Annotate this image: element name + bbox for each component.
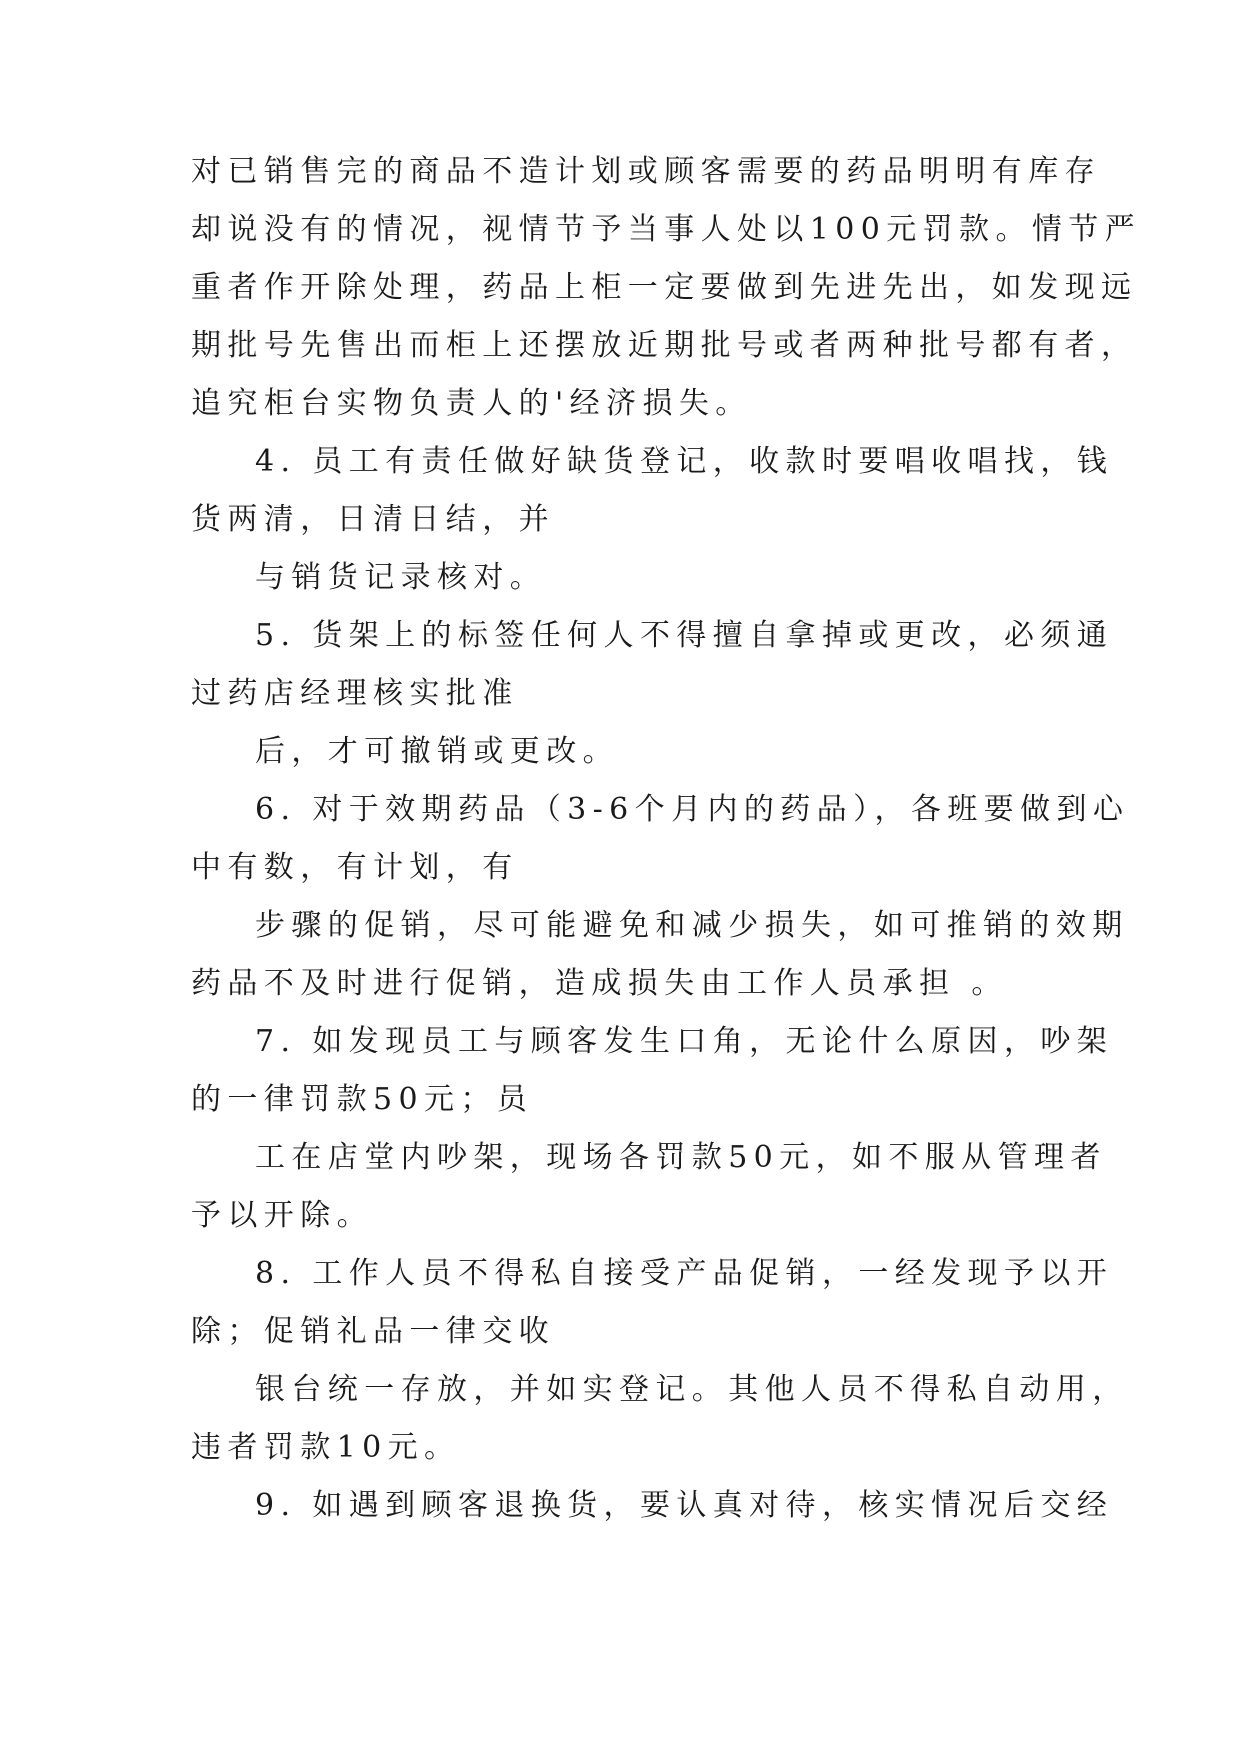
body-text-line: 后，才可撤销或更改。 <box>255 734 619 769</box>
list-item-5-line: 5. 货架上的标签任何人不得擅自拿掉或更改，必须通 <box>255 618 1114 653</box>
list-item-9-line: 9. 如遇到顾客退换货，要认真对待，核实情况后交经 <box>255 1488 1114 1523</box>
body-text-line: 货两清，日清日结，并 <box>191 502 555 537</box>
body-text-line: 步骤的促销，尽可能避免和减少损失，如可推销的效期 <box>255 908 1129 943</box>
body-text-line: 予以开除。 <box>191 1198 373 1233</box>
list-item-6-line: 6. 对于效期药品（3-6个月内的药品），各班要做到心 <box>255 792 1130 827</box>
body-text-line: 重者作开除处理，药品上柜一定要做到先进先出，如发现远 <box>191 270 1138 305</box>
body-text-line: 违者罚款10元。 <box>191 1430 461 1465</box>
body-text-line: 银台统一存放，并如实登记。其他人员不得私自动用， <box>255 1372 1129 1407</box>
body-text-line: 的一律罚款50元；员 <box>191 1082 534 1117</box>
body-text-line: 期批号先售出而柜上还摆放近期批号或者两种批号都有者， <box>191 328 1138 363</box>
list-item-7-line: 7. 如发现员工与顾客发生口角，无论什么原因，吵架 <box>255 1024 1114 1059</box>
body-text-line: 追究柜台实物负责人的'经济损失。 <box>191 386 752 421</box>
body-text-line: 药品不及时进行促销，造成损失由工作人员承担 。 <box>191 966 1008 1001</box>
body-text-line: 却说没有的情况，视情节予当事人处以100元罚款。情节严 <box>191 212 1142 247</box>
list-item-4-line: 4. 员工有责任做好缺货登记，收款时要唱收唱找，钱 <box>255 444 1114 479</box>
body-text-line: 中有数，有计划，有 <box>191 850 519 885</box>
body-text-line: 与销货记录核对。 <box>255 560 547 595</box>
body-text-line: 除；促销礼品一律交收 <box>191 1314 555 1349</box>
body-text-line: 对已销售完的商品不造计划或顾客需要的药品明明有库存 <box>191 154 1101 189</box>
list-item-8-line: 8. 工作人员不得私自接受产品促销，一经发现予以开 <box>255 1256 1114 1291</box>
body-text-line: 工在店堂内吵架，现场各罚款50元，如不服从管理者 <box>255 1140 1107 1175</box>
body-text-line: 过药店经理核实批准 <box>191 676 519 711</box>
